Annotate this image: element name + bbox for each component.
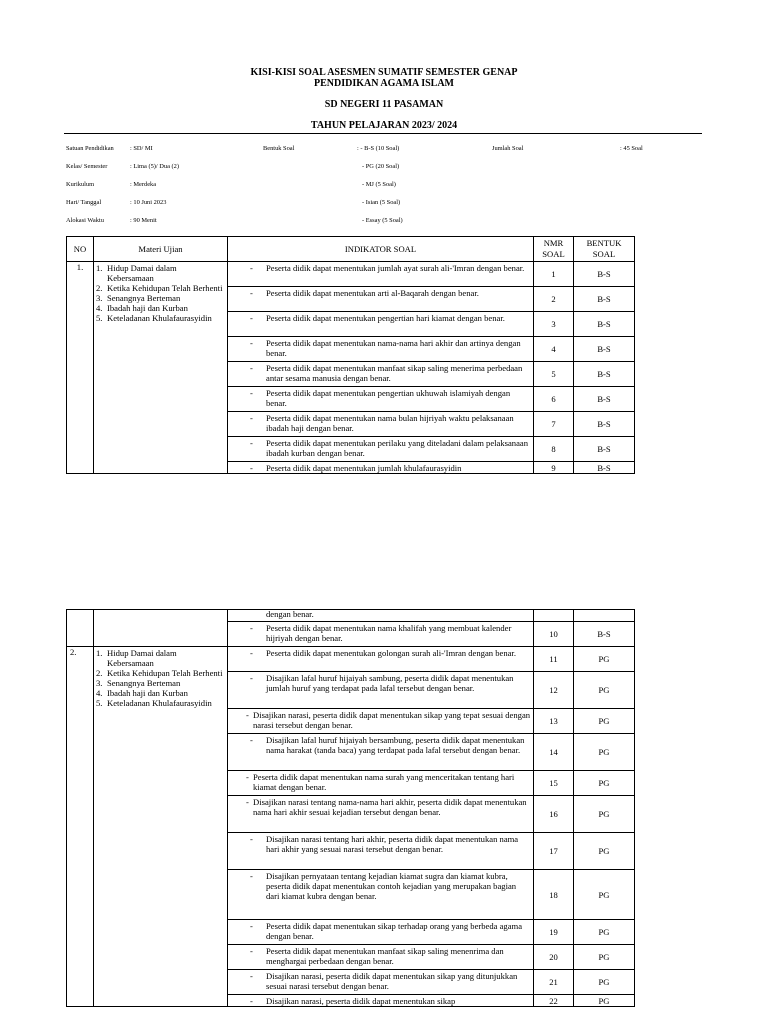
nmr-cell: 22 bbox=[534, 995, 574, 1007]
nmr-cell: 12 bbox=[534, 672, 574, 709]
indikator-cell bbox=[228, 337, 534, 362]
col-header-indikator: INDIKATOR SOAL bbox=[228, 237, 534, 262]
materi-label: Senangnya Berteman bbox=[107, 678, 181, 688]
bentuk-cell: PG bbox=[574, 734, 635, 771]
nmr-cell: 18 bbox=[534, 870, 574, 920]
indikator-cell bbox=[228, 622, 534, 647]
bullet-dash: - bbox=[250, 463, 253, 473]
nmr-cell: 9 bbox=[534, 462, 574, 474]
indikator-text: Peserta didik dapat menentukan arti al-Baqarah dengan benar. bbox=[266, 288, 479, 298]
indikator-cell bbox=[228, 672, 534, 709]
meta-label: Kurikulum bbox=[66, 181, 95, 188]
indikator-cell bbox=[228, 387, 534, 412]
table-row-continued bbox=[67, 610, 635, 622]
materi-item bbox=[96, 313, 225, 323]
doc-title: KISI-KISI SOAL ASESMEN SUMATIF SEMESTER GENAP bbox=[250, 67, 518, 78]
nmr-cell: 21 bbox=[534, 970, 574, 995]
bentuk-cell: PG bbox=[574, 833, 635, 870]
indikator-cell bbox=[228, 970, 534, 995]
indikator-continued bbox=[228, 610, 534, 622]
materi-list bbox=[96, 263, 225, 323]
bentuk-cell: B-S bbox=[574, 337, 635, 362]
bullet-dash: - bbox=[250, 623, 253, 633]
bullet-dash: - bbox=[246, 772, 249, 782]
nmr-cell-empty bbox=[534, 610, 574, 622]
materi-label: Ibadah haji dan Kurban bbox=[107, 303, 188, 313]
bullet-dash: - bbox=[250, 946, 253, 956]
bentuk-cell: PG bbox=[574, 920, 635, 945]
indikator-cell bbox=[228, 647, 534, 672]
bentuk-cell: PG bbox=[574, 771, 635, 796]
materi-num: 2. bbox=[96, 283, 103, 293]
meta-value: : 10 Juni 2023 bbox=[130, 199, 167, 206]
bentuk-cell: PG bbox=[574, 970, 635, 995]
bullet-dash: - bbox=[250, 388, 253, 398]
bullet-dash: - bbox=[250, 921, 253, 931]
materi-label: Ketika Kehidupan Telah Berhenti bbox=[107, 283, 223, 293]
nmr-cell: 19 bbox=[534, 920, 574, 945]
materi-num: 4. bbox=[96, 688, 103, 698]
bentuk-cell: B-S bbox=[574, 412, 635, 437]
bentuk-cell: PG bbox=[574, 647, 635, 672]
meta-value: : Lima (5)/ Dua (2) bbox=[130, 163, 179, 170]
bentuk-cell: B-S bbox=[574, 287, 635, 312]
bentuk-cell: PG bbox=[574, 796, 635, 833]
materi-label: Keteladanan Khulafaurasyidin bbox=[107, 313, 212, 323]
nmr-cell: 10 bbox=[534, 622, 574, 647]
indikator-cell bbox=[228, 437, 534, 462]
bullet-dash: - bbox=[250, 673, 253, 683]
jumlah-value: : 45 Soal bbox=[620, 145, 643, 152]
bullet-dash: - bbox=[250, 413, 253, 423]
indikator-text: Disajikan narasi tentang nama-nama hari akhir, peserta didik dapat menentukan nama hari akhir sesuai kejadian tersebut dengan benar. bbox=[253, 797, 527, 817]
bullet-dash: - bbox=[250, 363, 253, 373]
doc-subject: PENDIDIKAN AGAMA ISLAM bbox=[313, 78, 454, 89]
materi-num: 1. bbox=[96, 648, 103, 658]
materi-cell bbox=[94, 647, 228, 1007]
nmr-cell: 20 bbox=[534, 945, 574, 970]
indikator-cell bbox=[228, 734, 534, 771]
materi-item bbox=[96, 263, 225, 283]
nmr-cell: 15 bbox=[534, 771, 574, 796]
bullet-dash: - bbox=[250, 871, 253, 881]
meta-label: Alokasi Waktu bbox=[66, 217, 104, 224]
indikator-text: Disajikan narasi, peserta didik dapat menentukan sikap yang tepat sesuai dengan narasi tersebut dengan benar. bbox=[253, 710, 531, 730]
nmr-cell: 2 bbox=[534, 287, 574, 312]
bentuk-cell: PG bbox=[574, 672, 635, 709]
indikator-cell bbox=[228, 771, 534, 796]
materi-label: Keteladanan Khulafaurasyidin bbox=[107, 698, 212, 708]
materi-cell-empty bbox=[94, 610, 228, 647]
meta-value: : 90 Menit bbox=[130, 217, 157, 224]
indikator-text: Peserta didik dapat menentukan manfaat sikap saling menerima perbedaan antar sesama manusia dengan benar. bbox=[266, 363, 523, 383]
indikator-text: Peserta didik dapat menentukan nama-nama hari akhir dan artinya dengan benar. bbox=[266, 338, 521, 358]
materi-item bbox=[96, 648, 225, 668]
nmr-cell: 7 bbox=[534, 412, 574, 437]
col-header-nmr: NMR SOAL bbox=[534, 237, 574, 262]
bentuk-cell: B-S bbox=[574, 362, 635, 387]
indikator-cell bbox=[228, 312, 534, 337]
bullet-dash: - bbox=[250, 338, 253, 348]
col-header-materi: Materi Ujian bbox=[94, 237, 228, 262]
indikator-text: Disajikan narasi, peserta didik dapat menentukan sikap bbox=[266, 996, 456, 1006]
indikator-cell bbox=[228, 709, 534, 734]
indikator-text: Peserta didik dapat menentukan pengertian hari kiamat dengan benar. bbox=[266, 313, 505, 323]
meta-label: Satuan Pendidikan bbox=[66, 145, 114, 152]
bentuk-cell: B-S bbox=[574, 387, 635, 412]
materi-label: Ibadah haji dan Kurban bbox=[107, 688, 188, 698]
bentuk-cell: B-S bbox=[574, 437, 635, 462]
indikator-cell bbox=[228, 870, 534, 920]
materi-num: 3. bbox=[96, 293, 103, 303]
header-rule bbox=[64, 133, 702, 134]
indikator-cell bbox=[228, 362, 534, 387]
indikator-text: Disajikan pernyataan tentang kejadian kiamat sugra dan kiamat kubra, peserta didik dapat menentukan contoh kejadian yang merupakan bagian dari kiamat kubra dengan benar. bbox=[266, 871, 517, 901]
school-year: TAHUN PELAJARAN 2023/ 2024 bbox=[310, 120, 458, 131]
indikator-cell bbox=[228, 920, 534, 945]
bullet-dash: - bbox=[246, 710, 249, 720]
bentuk-item: - MJ (5 Soal) bbox=[362, 181, 396, 188]
bullet-dash: - bbox=[250, 263, 253, 273]
meta-value: : Merdeka bbox=[130, 181, 157, 188]
bullet-dash: - bbox=[250, 996, 253, 1006]
kisi-table-page2 bbox=[66, 609, 635, 1007]
col-header-bentuk: BENTUK SOAL bbox=[574, 237, 635, 262]
indikator-text: Peserta didik dapat menentukan jumlah ayat surah ali-'Imran dengan benar. bbox=[266, 263, 525, 273]
indikator-cell bbox=[228, 262, 534, 287]
table-header-row bbox=[67, 237, 635, 262]
indikator-text: Peserta didik dapat menentukan golongan surah ali-'Imran dengan benar. bbox=[266, 648, 516, 658]
bullet-dash: - bbox=[250, 834, 253, 844]
nmr-cell: 6 bbox=[534, 387, 574, 412]
materi-item bbox=[96, 698, 225, 708]
materi-num: 4. bbox=[96, 303, 103, 313]
jumlah-label: Jumlah Soal bbox=[492, 145, 524, 152]
bentuk-cell: B-S bbox=[574, 262, 635, 287]
kisi-table-page1 bbox=[66, 236, 635, 474]
indikator-text: Peserta didik dapat menentukan pengertian ukhuwah islamiyah dengan benar. bbox=[266, 388, 511, 408]
meta-value: : SD/ MI bbox=[130, 145, 153, 152]
materi-item bbox=[96, 303, 225, 313]
indikator-text: Disajikan narasi, peserta didik dapat menentukan sikap yang ditunjukkan sesuai narasi tersebut dengan benar. bbox=[266, 971, 518, 991]
bullet-dash: - bbox=[250, 735, 253, 745]
indikator-cell bbox=[228, 462, 534, 474]
bentuk-item: : - B-S (10 Soal) bbox=[357, 145, 400, 152]
school-name: SD NEGERI 11 PASAMAN bbox=[324, 99, 444, 110]
indikator-text: Disajikan lafal huruf hijaiyah sambung, peserta didik dapat menentukan jumlah huruf yang terdapat pada lafal tersebut dengan benar. bbox=[266, 673, 514, 693]
bullet-dash: - bbox=[250, 648, 253, 658]
indikator-text: Peserta didik dapat menentukan jumlah khulafaurasyidin bbox=[266, 463, 462, 473]
bullet-dash: - bbox=[250, 288, 253, 298]
bentuk-cell-empty bbox=[574, 610, 635, 622]
indikator-cell bbox=[228, 995, 534, 1007]
bentuk-cell: B-S bbox=[574, 622, 635, 647]
materi-num: 3. bbox=[96, 678, 103, 688]
materi-item bbox=[96, 283, 225, 293]
indikator-cell bbox=[228, 945, 534, 970]
materi-num: 1. bbox=[96, 263, 103, 273]
bentuk-cell: PG bbox=[574, 945, 635, 970]
materi-label: Hidup Damai dalam Kebersamaan bbox=[107, 263, 177, 283]
nmr-cell: 11 bbox=[534, 647, 574, 672]
bullet-dash: - bbox=[250, 971, 253, 981]
indikator-text: Peserta didik dapat menentukan nama bulan hijriyah waktu pelaksanaan ibadah haji dengan benar. bbox=[266, 413, 514, 433]
indikator-text: Peserta didik dapat menentukan sikap terhadap orang yang berbeda agama dengan benar. bbox=[266, 921, 523, 941]
bullet-dash: - bbox=[250, 313, 253, 323]
nmr-cell: 1 bbox=[534, 262, 574, 287]
materi-num: 5. bbox=[96, 313, 103, 323]
col-header-no: NO bbox=[67, 237, 94, 262]
indikator-text: dengan benar. bbox=[266, 609, 314, 619]
materi-list bbox=[96, 648, 225, 708]
nmr-cell: 14 bbox=[534, 734, 574, 771]
materi-item bbox=[96, 678, 225, 688]
materi-num: 2. bbox=[96, 668, 103, 678]
materi-cell bbox=[94, 262, 228, 474]
indikator-text: Peserta didik dapat menentukan perilaku yang diteladani dalam pelaksanaan ibadah kurban dengan benar. bbox=[266, 438, 529, 458]
bentuk-cell: PG bbox=[574, 995, 635, 1007]
materi-label: Hidup Damai dalam Kebersamaan bbox=[107, 648, 177, 668]
bentuk-cell: PG bbox=[574, 870, 635, 920]
group-number: 1. bbox=[67, 262, 94, 474]
table-row bbox=[67, 647, 635, 672]
materi-num: 5. bbox=[96, 698, 103, 708]
materi-item bbox=[96, 668, 225, 678]
bullet-dash: - bbox=[250, 438, 253, 448]
table-row bbox=[67, 262, 635, 287]
bentuk-cell: PG bbox=[574, 709, 635, 734]
nmr-cell: 13 bbox=[534, 709, 574, 734]
indikator-text: Peserta didik dapat menentukan nama surah yang menceritakan tentang hari kiamat dengan benar. bbox=[253, 772, 515, 792]
indikator-cell bbox=[228, 796, 534, 833]
bentuk-label: Bentuk Soal bbox=[263, 145, 295, 152]
bentuk-cell: B-S bbox=[574, 462, 635, 474]
indikator-cell bbox=[228, 412, 534, 437]
nmr-cell: 8 bbox=[534, 437, 574, 462]
materi-label: Senangnya Berteman bbox=[107, 293, 181, 303]
materi-label: Ketika Kehidupan Telah Berhenti bbox=[107, 668, 223, 678]
bentuk-cell: B-S bbox=[574, 312, 635, 337]
meta-label: Hari/ Tanggal bbox=[66, 199, 102, 206]
meta-label: Kelas/ Semester bbox=[66, 163, 108, 170]
nmr-cell: 16 bbox=[534, 796, 574, 833]
indikator-text: Disajikan lafal huruf hijaiyah bersambung, peserta didik dapat menentukan nama harakat (tanda baca) yang terdapat pada lafal tersebut dengan benar. bbox=[266, 735, 525, 755]
nmr-cell: 3 bbox=[534, 312, 574, 337]
materi-item bbox=[96, 688, 225, 698]
nmr-cell: 4 bbox=[534, 337, 574, 362]
bentuk-item: - PG (20 Soal) bbox=[362, 163, 400, 170]
nmr-cell: 5 bbox=[534, 362, 574, 387]
bentuk-item: - Essay (5 Soal) bbox=[362, 217, 403, 224]
indikator-text: Peserta didik dapat menentukan manfaat sikap saling menenrima dan menghargai perbedaan dengan benar. bbox=[266, 946, 504, 966]
indikator-cell bbox=[228, 833, 534, 870]
materi-item bbox=[96, 293, 225, 303]
indikator-text: Disajikan narasi tentang hari akhir, peserta didik dapat menentukan nama hari akhir yang sesuai narasi tersebut dengan benar. bbox=[266, 834, 519, 854]
no-cell-empty bbox=[67, 610, 94, 647]
group-number: 2. bbox=[67, 647, 94, 1007]
nmr-cell: 17 bbox=[534, 833, 574, 870]
bentuk-item: - Isian (5 Soal) bbox=[362, 199, 401, 206]
bullet-dash: - bbox=[246, 797, 249, 807]
indikator-text: Peserta didik dapat menentukan nama khalifah yang membuat kalender hijriyah dengan benar. bbox=[266, 623, 512, 643]
indikator-cell bbox=[228, 287, 534, 312]
